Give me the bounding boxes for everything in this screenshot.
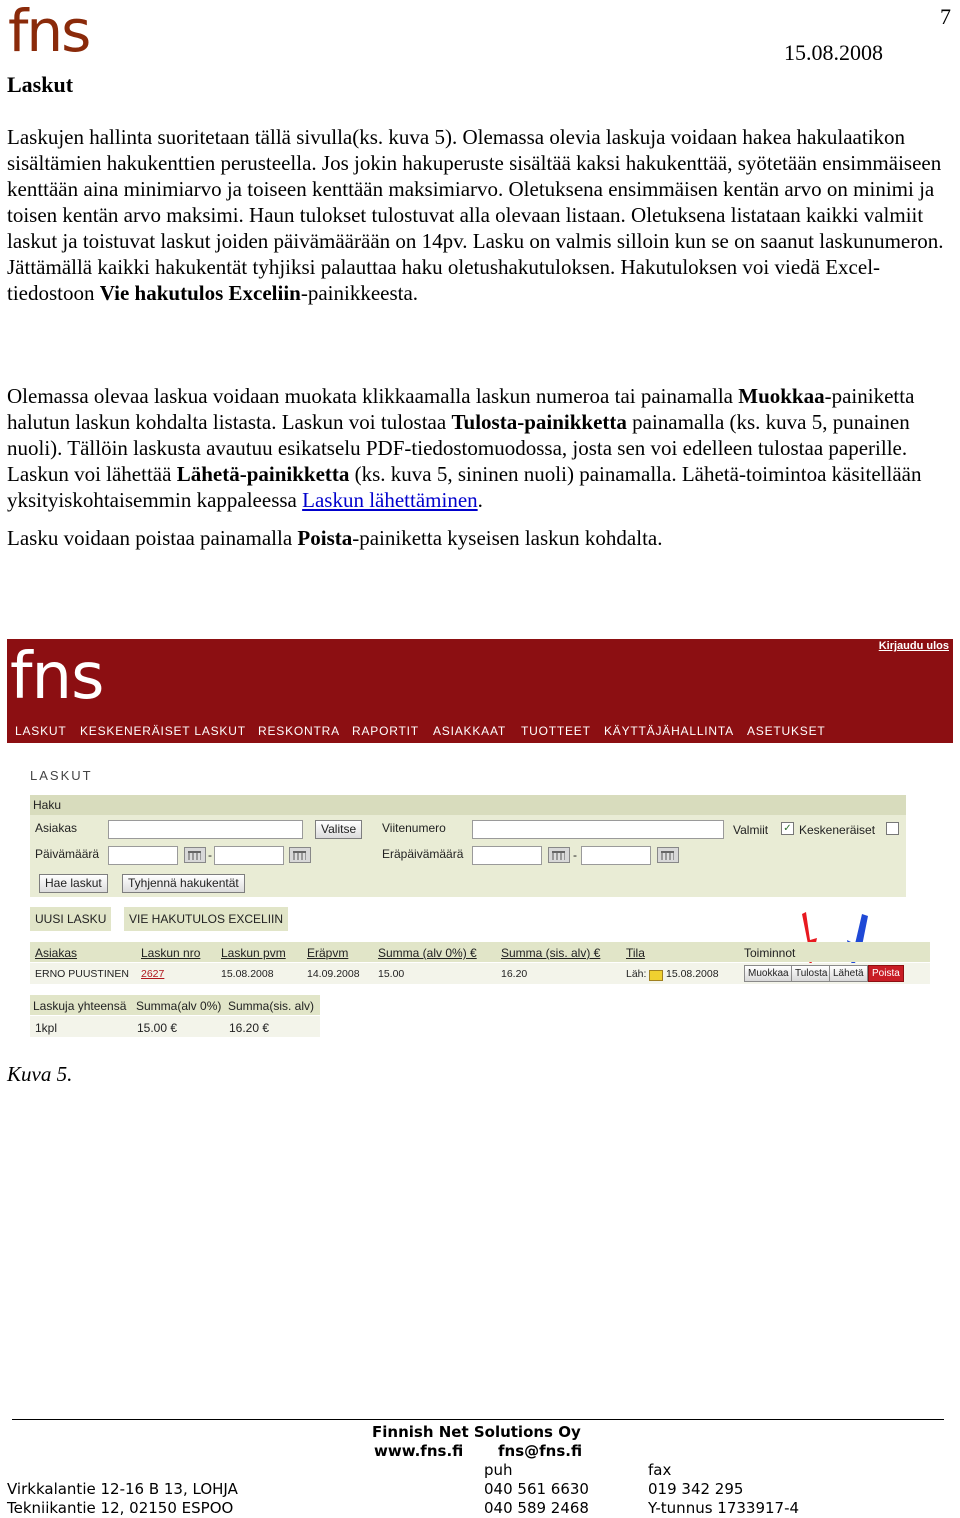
text: . [477,488,483,512]
search-panel [30,795,906,897]
calendar-icon[interactable] [289,847,311,863]
company-logo: fns [8,0,90,65]
footer-web: www.fns.fi [374,1442,464,1460]
nav-laskut[interactable]: LASKUT [15,724,67,738]
export-excel-button[interactable]: VIE HAKUTULOS EXCELIIN [124,907,288,931]
text: Lasku voidaan poistaa painamalla [7,526,298,550]
screen-title: LASKUT [30,768,93,783]
text: -painiketta halutun laskun kohdalta listasta. Laskun voi tulostaa [7,384,915,434]
cell-laskun-pvm: 15.08.2008 [221,968,274,980]
cell-asiakas: ERNO PUUSTINEN [35,968,129,980]
col-summa-alv0[interactable]: Summa (alv 0%) € [378,946,477,960]
nav-asetukset[interactable]: ASETUKSET [747,724,826,738]
totals-col-sis-alv: Summa(sis. alv) [228,999,315,1013]
footer-company: Finnish Net Solutions Oy [372,1423,581,1441]
text: Laskujen hallinta suoritetaan tällä sivulla(ks. kuva 5). Olemassa olevia laskuja voidaan hakea hakulaatikon sisältämien hakukenttien perusteella. Jos jokin hakuperuste sisältää kaksi hakukenttää, syötetään ensimmäiseen kenttään aina minimiarvo ja toiseen kenttään maksimiarvo. Oletuksena ensimmäisen kentän arvo on minimi ja toisen kentän arvo maksimi. Haun tulokset tulostuvat alla olevaan listaan. Oletuksena listataan kaikki valmiit laskut ja toistuvat laskut joiden päivämäärään on 14pv. Lasku on valmis silloin kun se on saanut laskunumeron. Jättämällä kaikki hakukentät tyhjiksi palauttaa haku oletushakutuloksen. Hakutuloksen voi viedä Excel-tiedostoon [7,125,944,305]
paragraph-delete [7,525,959,551]
range-dash: - [208,848,212,862]
table-row [30,963,930,984]
nav-kayttajahallinta[interactable]: KÄYTTÄJÄHALLINTA [604,724,734,738]
footer-email: fns@fns.fi [498,1442,583,1460]
table-header [30,942,930,962]
text: -painiketta kyseisen laskun kohdalta. [352,526,663,550]
cell-summa-alv0: 15.00 [378,968,405,980]
paragraph-edit-print [7,383,959,513]
hae-laskut-button[interactable]: Hae laskut [39,874,108,893]
nav-keskeneraiset[interactable]: KESKENERÄISET LASKUT [80,724,246,738]
text: Olemassa olevaa laskua voidaan muokata klikkaamalla laskun numeroa tai painamalla [7,384,739,408]
poista-button[interactable]: Poista [868,965,904,982]
label-viitenumero: Viitenumero [382,821,446,835]
totals-col-alv0: Summa(alv 0%) [136,999,222,1013]
nav-reskontra[interactable]: RESKONTRA [258,724,340,738]
envelope-icon [649,970,663,981]
col-tila[interactable]: Tila [626,946,645,960]
text: painamalla (ks. kuva 5, punainen nuoli). Tällöin laskusta avautuu esikatselu PDF-tiedostomuodossa, josta sen voi edelleen tulostaa paperille. Laskun voi lähettää [7,410,910,486]
bold-text: Tulosta-painikketta [451,410,627,434]
tulosta-button[interactable]: Tulosta [791,965,831,982]
footer-phone-2: 040 589 2468 [484,1499,589,1517]
results-table [30,942,930,984]
nav-raportit[interactable]: RAPORTIT [352,724,419,738]
valmiit-checkbox[interactable]: ✓ [781,822,794,835]
nav-tuotteet[interactable]: TUOTTEET [521,724,591,738]
label-asiakas: Asiakas [35,821,78,835]
footer-puh-label: puh [484,1461,513,1479]
document-date: 15.08.2008 [784,40,883,65]
totals-col-count: Laskuja yhteensä [33,999,127,1013]
cell-erapvm: 14.09.2008 [307,968,360,980]
cell-tila-date: 15.08.2008 [666,968,719,980]
label-paivamaara: Päivämäärä [35,847,100,861]
totals-alv0: 15.00 € [137,1021,178,1035]
tyhjenna-button[interactable]: Tyhjennä hakukentät [122,874,245,893]
uusi-lasku-button[interactable]: UUSI LASKU [30,907,111,931]
totals-sis-alv: 16.20 € [229,1021,270,1035]
invoice-number-link[interactable]: 2627 [141,968,165,980]
footer-ytunnus: Y-tunnus 1733917-4 [648,1499,800,1517]
label-valmiit: Valmiit [733,823,769,837]
bold-text: Lähetä-painikketta [176,462,350,486]
col-laskun-pvm[interactable]: Laskun pvm [221,946,286,960]
app-header [7,639,953,743]
section-title: Laskut [7,72,74,97]
col-summa-sis-alv[interactable]: Summa (sis. alv) € [501,946,601,960]
muokkaa-button[interactable]: Muokkaa [744,965,793,982]
paivamaara-max-input[interactable] [214,846,284,865]
bold-text: Muokkaa [738,384,825,408]
search-heading [30,795,906,815]
col-laskun-nro[interactable]: Laskun nro [141,946,201,960]
logout-link[interactable]: Kirjaudu ulos [878,640,949,652]
laheta-button[interactable]: Lähetä [829,965,868,982]
totals-header [30,995,320,1015]
col-asiakas[interactable]: Asiakas [35,946,78,960]
paivamaara-min-input[interactable] [108,846,178,865]
erapaiva-min-input[interactable] [472,846,542,865]
app-logo: fns [10,640,104,714]
text: -painikkeesta. [300,281,419,305]
figure-caption: Kuva 5. [7,1062,73,1086]
range-dash: - [573,848,577,862]
viitenumero-input[interactable] [472,820,724,839]
totals-table [30,995,320,1037]
calendar-icon[interactable] [657,847,679,863]
paragraph-search-intro [7,124,959,306]
page-number: 7 [940,4,951,29]
keskeneraiset-checkbox[interactable] [886,822,899,835]
calendar-icon[interactable] [548,847,570,863]
label-erapaivamaara: Eräpäivämäärä [382,847,464,861]
bold-text: Vie hakutulos Exceliin [99,281,301,305]
calendar-icon[interactable] [184,847,206,863]
bold-text: Poista [297,526,353,550]
label-keskeneraiset: Keskeneräiset [799,823,876,837]
totals-row [30,1016,320,1037]
valitse-button[interactable]: Valitse [315,820,362,839]
link-laskun-lahettaminen[interactable]: Laskun lähettäminen [302,488,478,512]
footer-fax: 019 342 295 [648,1480,744,1498]
asiakas-input[interactable] [108,820,303,839]
footer-address-2: Tekniikantie 12, 02150 ESPOO [7,1499,234,1517]
nav-asiakkaat[interactable]: ASIAKKAAT [433,724,507,738]
search-heading-label: Haku [33,798,62,812]
totals-count: 1kpl [35,1021,58,1035]
col-toiminnot: Toiminnot [744,946,796,960]
col-erapvm[interactable]: Eräpvm [307,946,349,960]
cell-tila-label: Läh: [626,968,647,980]
footer-address-1: Virkkalantie 12-16 B 13, LOHJA [7,1480,238,1498]
footer-fax-label: fax [648,1461,672,1479]
text: (ks. kuva 5, sininen nuoli) painamalla. Lähetä-toimintoa käsitellään yksityiskohtaisemmin kappaleessa [7,462,922,512]
footer-divider [12,1419,944,1420]
erapaiva-max-input[interactable] [581,846,651,865]
cell-summa: 16.20 [501,968,528,980]
footer-phone-1: 040 561 6630 [484,1480,589,1498]
